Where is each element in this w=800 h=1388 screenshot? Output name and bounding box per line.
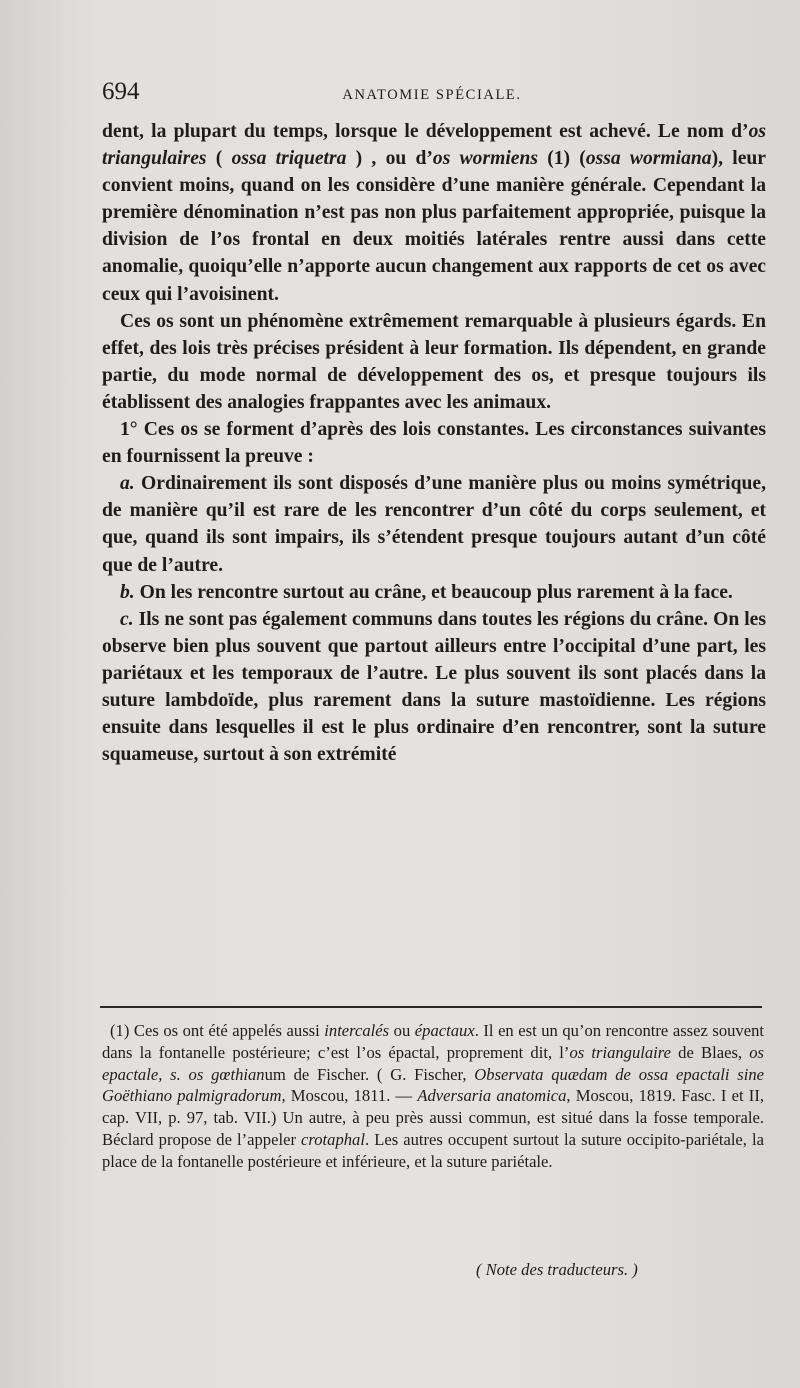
text-run: ou [389, 1021, 415, 1040]
paragraph-c [102, 606, 766, 769]
page-header [102, 78, 762, 114]
item-label: b. [120, 581, 135, 603]
italic-term: Adversaria anatomica [417, 1086, 567, 1106]
italic-term: os wormiens [432, 148, 538, 170]
italic-term: Observata quædam de ossa epactali sine Goëthiano palmigradorum [102, 1064, 764, 1106]
footnote [102, 1020, 764, 1173]
italic-term: os triangulaires [102, 121, 766, 170]
text-run: (1) Ces os ont été appelés aussi [110, 1021, 325, 1040]
text-run: . Les autres occupent surtout la suture occipito-pariétale, la place de la fontanelle postérieure et inférieure, et la suture pariétale. [102, 1129, 764, 1171]
text-run: Ils ne sont pas également communs dans toutes les régions du crâne. On les observe bien plus souvent que partout ailleurs entre l’occipital d’une part, les pariétaux et les temporaux de l’autre. Le plus souvent ils sont placés dans la suture lambdoïde, plus rarement dans la suture mastoïdienne. Les régions ensuite dans lesquelles il est le plus ordinaire d’en rencontrer, sont la suture squameuse, surtout à son extrémité [102, 608, 766, 766]
text-run: dent, la plupart du temps, lorsque le développement est achevé. Le nom d’ [102, 121, 749, 142]
text-run: On les rencontre surtout au crâne, et beaucoup plus rarement à la face. [134, 581, 733, 603]
paragraph-a [102, 470, 766, 578]
italic-term: os triangulaire [569, 1042, 671, 1062]
text-run: ) , ou d’ [346, 148, 433, 170]
paragraph-3: 1° Ces os se forment d’après des lois constantes. Les circonstances suivantes en fournissent la preuve : [102, 419, 766, 468]
item-label: c. [120, 608, 134, 630]
page-number: 694 [102, 78, 140, 105]
running-title: ANATOMIE SPÉCIALE. [342, 87, 522, 103]
main-text [102, 118, 766, 768]
text-run: um de Fischer. ( G. Fischer, [264, 1064, 475, 1084]
text-run: , Moscou, 1811. — [281, 1086, 418, 1106]
text-run: de Blaes, [670, 1042, 750, 1062]
footnote-divider [100, 1006, 762, 1008]
paragraph-1 [102, 118, 766, 308]
italic-term: crotaphal [301, 1129, 365, 1149]
text-run: , Moscou, 1819. Fasc. I et II, cap. VII, p. 97, tab. VII.) Un autre, à peu près aussi commun, est situé dans la fosse temporale. Béclard propose de l’appeler [102, 1086, 764, 1149]
italic-term: os epactale, s. os gœthian [102, 1042, 765, 1084]
text-run: . Il en est un qu’on rencontre assez souvent dans la fontanelle postérieure; c’est l’os épactal, proprement dit, l’ [102, 1021, 765, 1062]
text-run: ), leur convient moins, quand on les considère d’une manière générale. Cependant la première dénomination n’est pas non plus parfaitement appropriée, puisque la division de l’os frontal en deux moitiés latérales rentre aussi dans cette anomalie, quoiqu’elle n’apporte aucun changement aux rapports de cet os avec ceux qui l’avoisinent. [102, 148, 766, 305]
item-label: a. [120, 473, 135, 495]
italic-term: épactaux [414, 1021, 475, 1040]
text-run: ( [206, 148, 232, 170]
italic-term: ossa triquetra [231, 148, 347, 170]
paragraph-2: Ces os sont un phénomène extrêmement remarquable à plusieurs égards. En effet, des lois très précises président à leur formation. Ils dépendent, en grande partie, du mode normal de développement des os, et presque toujours ils établissent des analogies frappantes avec les animaux. [102, 310, 766, 413]
footnote-signature: ( Note des traducteurs. ) [476, 1260, 638, 1279]
italic-term: intercalés [324, 1021, 390, 1040]
footnote-text [102, 1020, 764, 1173]
paragraph-b [102, 579, 766, 606]
italic-term: ossa wormiana [585, 148, 712, 170]
text-run: (1) ( [537, 148, 586, 170]
text-run: Ordinairement ils sont disposés d’une manière plus ou moins symétrique, de manière qu’il est rare de les rencontrer d’un côté du corps seulement, et que, quand ils sont impairs, ils s’étendent presque toujours autant d’un côté que de l’autre. [102, 473, 766, 576]
